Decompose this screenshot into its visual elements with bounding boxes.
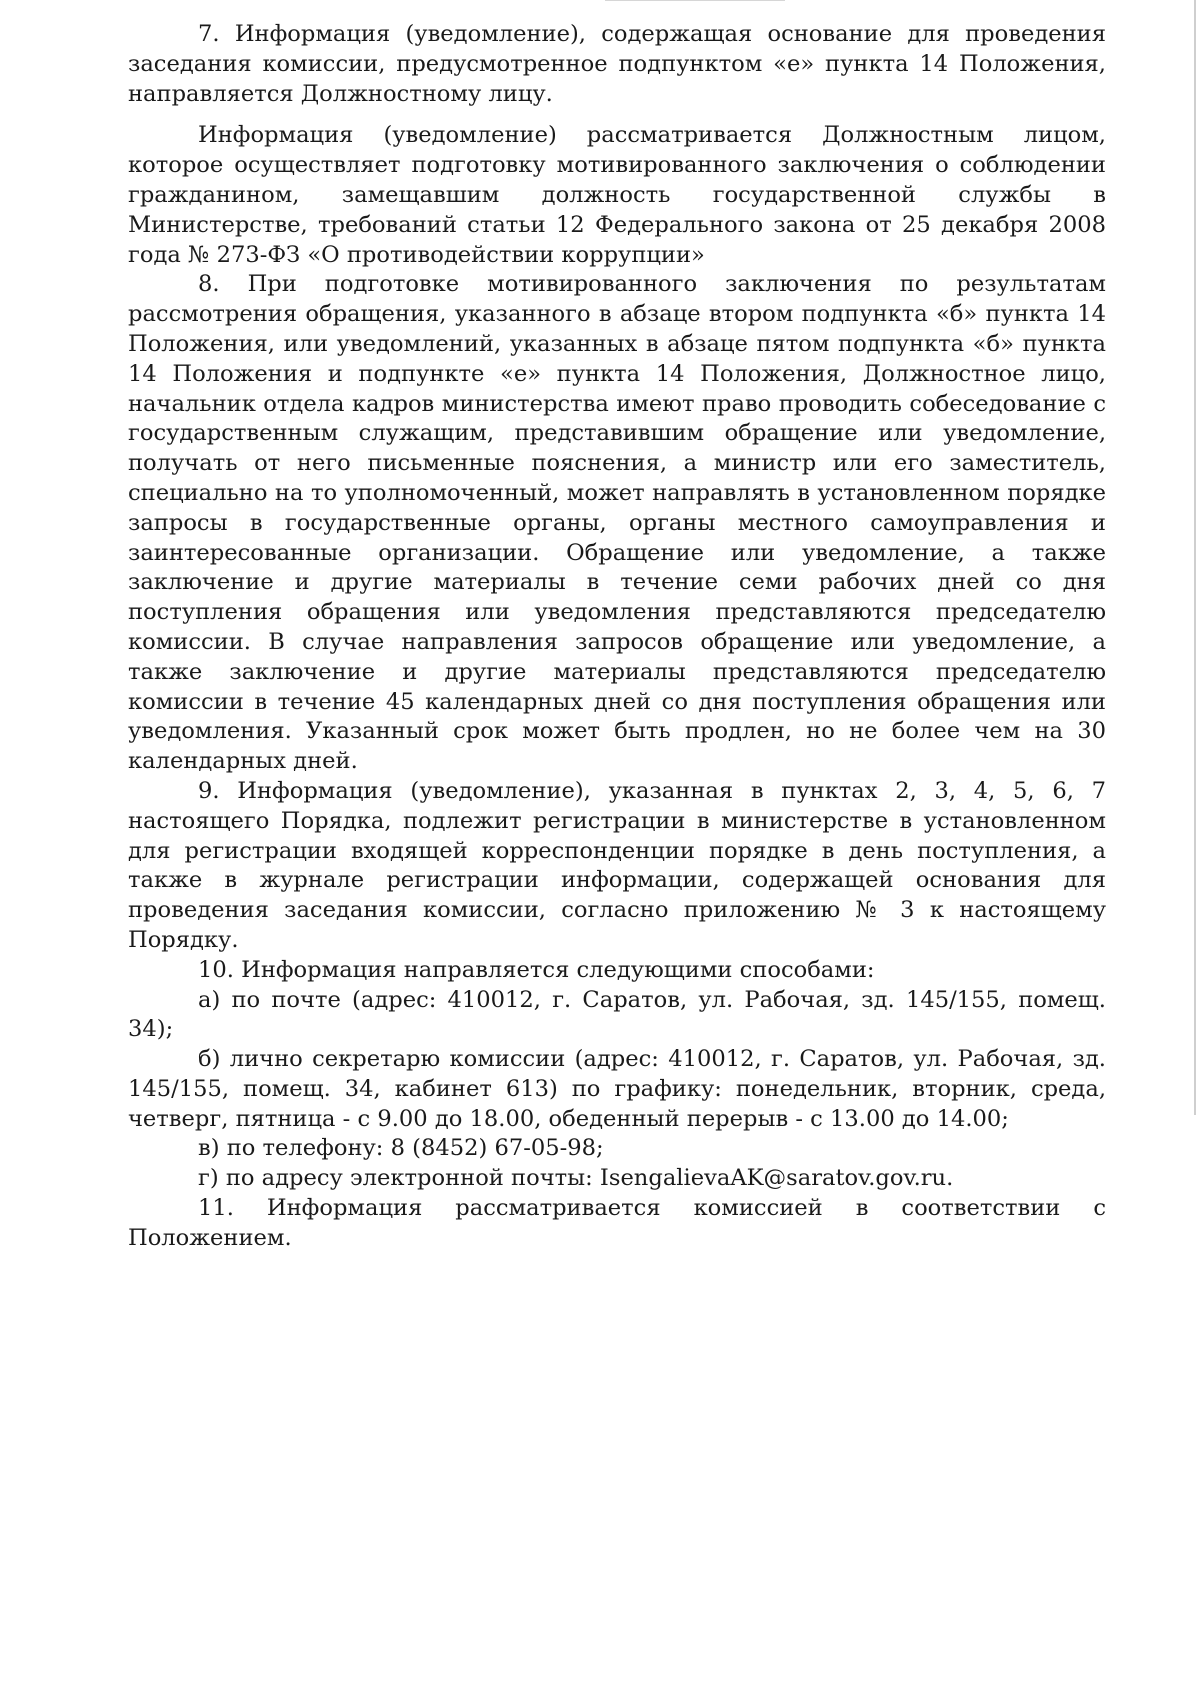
method-phone: в) по телефону: 8 (8452) 67-05-98; bbox=[198, 1135, 604, 1162]
method-in-person: б) лично секретарю комиссии (адрес: 410012, г. Саратов, ул. Рабочая, зд. 145/155, помещ. 34, кабинет 613) по графику: понедельник, вторник, среда, четверг, пятница - с 9.00 до 18.00, обеденный перерыв - с 13.00 до 14.00; bbox=[128, 1046, 1106, 1132]
scan-edge-top bbox=[605, 0, 785, 1]
method-post: а) по почте (адрес: 410012, г. Саратов, ул. Рабочая, зд. 145/155, помещ. 34); bbox=[128, 986, 1106, 1043]
paragraph-9: 9. Информация (уведомление), указанная в пунктах 2, 3, 4, 5, 6, 7 настоящего Порядка, подлежит регистрации в министерстве в установленном для регистрации входящей корреспонденции порядке в день поступления, а также в журнале регистрации информации, содержащей основания для проведения заседания комиссии, согласно приложению № 3 к настоящему Порядку. bbox=[128, 777, 1106, 953]
paragraph-7: 7. Информация (уведомление), содержащая основание для проведения заседания комиссии, предусмотренное подпунктом «е» пункта 14 Положения, направляется Должностному лицу. bbox=[128, 21, 1106, 107]
paragraph-8: 8. При подготовке мотивированного заключения по результатам рассмотрения обращения, указанного в абзаце втором подпункта «б» пункта 14 Положения, или уведомлений, указанных в абзаце пятом подпункта «б» пункта 14 Положения и подпункте «е» пункта 14 Положения, Должностное лицо, начальник отдела кадров министерства имеют право проводить собеседование с государственным служащим, представившим обращение или уведомление, получать от него письменные пояснения, а министр или его заместитель, специально на то уполномоченный, может направлять в установленном порядке запросы в государственные органы, органы местного самоуправления и заинтересованные организации. Обращение или уведомление, а также заключение и другие материалы в течение семи рабочих дней со дня поступления обращения или уведомления представляются председателю комиссии. В случае направления запросов обращение или уведомление, а также заключение и другие материалы представляются председателю комиссии в течение 45 календарных дней со дня поступления обращения или уведомления. Указанный срок может быть продлен, но не более чем на 30 календарных дней. bbox=[128, 271, 1106, 775]
paragraph-7-review: Информация (уведомление) рассматривается Должностным лицом, которое осуществляет подготовку мотивированного заключения о соблюдении гражданином, замещавшим должность государственной службы в Министерстве, требований статьи 12 Федерального закона от 25 декабря 2008 года № 273-ФЗ «О противодействии коррупции» bbox=[128, 122, 1106, 268]
paragraph-11: 11. Информация рассматривается комиссией в соответствии с Положением. bbox=[128, 1195, 1106, 1251]
scan-edge-right bbox=[1194, 0, 1196, 1115]
method-email: г) по адресу электронной почты: IsengalievaAK@saratov.gov.ru. bbox=[198, 1165, 954, 1192]
paragraph-10: 10. Информация направляется следующими способами: bbox=[198, 956, 875, 983]
document-body bbox=[128, 20, 1106, 1254]
